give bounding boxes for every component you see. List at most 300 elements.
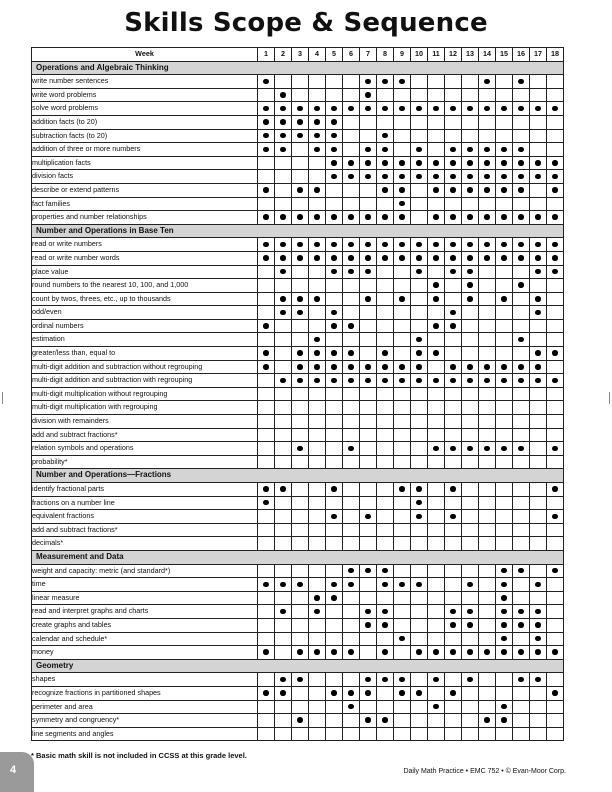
week-cell — [258, 510, 275, 524]
week-cell — [445, 700, 462, 714]
skill-practiced-dot — [399, 187, 405, 193]
skill-practiced-dot — [467, 282, 473, 288]
week-cell — [479, 673, 496, 687]
week-cell — [411, 88, 428, 102]
week-cell — [275, 279, 292, 293]
skill-practiced-dot — [518, 79, 524, 85]
week-cell — [275, 170, 292, 184]
skill-practiced-dot — [552, 486, 558, 492]
week-cell — [445, 183, 462, 197]
week-cell — [258, 197, 275, 211]
week-cell — [275, 700, 292, 714]
skill-practiced-dot — [314, 595, 320, 601]
week-cell — [309, 319, 326, 333]
week-cell — [275, 115, 292, 129]
skill-practiced-dot — [433, 704, 439, 710]
skill-practiced-dot — [280, 378, 286, 384]
week-cell — [326, 170, 343, 184]
week-cell — [292, 170, 309, 184]
skill-practiced-dot — [263, 133, 269, 139]
week-cell — [513, 387, 530, 401]
skill-practiced-dot — [433, 214, 439, 220]
week-cell — [411, 618, 428, 632]
week-cell — [496, 496, 513, 510]
week-cell — [394, 143, 411, 157]
section-title: Operations and Algebraic Thinking — [32, 61, 564, 75]
week-cell — [275, 714, 292, 728]
week-cell — [258, 455, 275, 469]
skill-practiced-dot — [399, 690, 405, 696]
week-cell — [547, 646, 564, 660]
skill-practiced-dot — [535, 310, 541, 316]
week-cell — [479, 496, 496, 510]
week-cell — [496, 360, 513, 374]
week-cell — [377, 510, 394, 524]
week-cell — [496, 292, 513, 306]
skill-row — [32, 442, 564, 456]
week-cell — [496, 428, 513, 442]
skill-row — [32, 483, 564, 497]
week-cell — [513, 401, 530, 415]
week-cell — [275, 591, 292, 605]
week-cell — [326, 727, 343, 741]
skill-label: perimeter and area — [32, 700, 258, 714]
skill-practiced-dot — [518, 242, 524, 248]
skill-practiced-dot — [348, 350, 354, 356]
week-cell — [547, 251, 564, 265]
week-cell — [326, 279, 343, 293]
week-cell — [547, 238, 564, 252]
week-cell — [343, 251, 360, 265]
week-cell — [326, 360, 343, 374]
skill-practiced-dot — [467, 677, 473, 683]
skill-practiced-dot — [382, 350, 388, 356]
skill-practiced-dot — [501, 704, 507, 710]
week-cell — [258, 306, 275, 320]
week-cell — [496, 75, 513, 89]
week-cell — [547, 727, 564, 741]
skill-row — [32, 306, 564, 320]
skill-practiced-dot — [467, 622, 473, 628]
week-cell — [394, 265, 411, 279]
week-cell — [530, 292, 547, 306]
week-cell — [275, 646, 292, 660]
week-cell — [428, 115, 445, 129]
week-cell — [513, 415, 530, 429]
skill-label: create graphs and tables — [32, 618, 258, 632]
week-cell — [360, 483, 377, 497]
skill-practiced-dot — [331, 486, 337, 492]
week-cell — [428, 129, 445, 143]
week-cell — [445, 415, 462, 429]
skill-row — [32, 646, 564, 660]
week-cell — [462, 442, 479, 456]
skill-practiced-dot — [280, 92, 286, 98]
skill-practiced-dot — [365, 717, 371, 723]
week-number: 11 — [428, 48, 445, 62]
week-cell — [445, 319, 462, 333]
skill-practiced-dot — [552, 160, 558, 166]
week-cell — [428, 700, 445, 714]
week-cell — [462, 306, 479, 320]
week-cell — [309, 75, 326, 89]
week-cell — [309, 211, 326, 225]
week-cell — [326, 591, 343, 605]
week-cell — [496, 632, 513, 646]
week-cell — [547, 510, 564, 524]
week-cell — [275, 618, 292, 632]
week-number: 9 — [394, 48, 411, 62]
skill-practiced-dot — [399, 214, 405, 220]
week-cell — [445, 88, 462, 102]
week-cell — [462, 170, 479, 184]
skill-practiced-dot — [416, 106, 422, 112]
section-title: Measurement and Data — [32, 550, 564, 564]
week-cell — [479, 618, 496, 632]
week-cell — [309, 238, 326, 252]
skill-practiced-dot — [433, 255, 439, 261]
skill-practiced-dot — [314, 119, 320, 125]
skill-row — [32, 197, 564, 211]
week-cell — [309, 455, 326, 469]
week-cell — [445, 374, 462, 388]
week-cell — [428, 75, 445, 89]
week-cell — [547, 306, 564, 320]
week-header-row — [32, 48, 564, 62]
skill-practiced-dot — [297, 242, 303, 248]
skill-practiced-dot — [280, 296, 286, 302]
week-cell — [343, 170, 360, 184]
week-cell — [275, 251, 292, 265]
week-cell — [292, 143, 309, 157]
week-cell — [445, 686, 462, 700]
week-number: 15 — [496, 48, 513, 62]
week-cell — [258, 415, 275, 429]
week-cell — [445, 292, 462, 306]
week-cell — [496, 618, 513, 632]
week-cell — [530, 251, 547, 265]
week-cell — [530, 700, 547, 714]
week-cell — [275, 442, 292, 456]
week-cell — [462, 455, 479, 469]
week-cell — [326, 251, 343, 265]
week-cell — [462, 714, 479, 728]
skill-practiced-dot — [501, 296, 507, 302]
week-cell — [462, 115, 479, 129]
week-cell — [530, 183, 547, 197]
skill-practiced-dot — [314, 187, 320, 193]
skill-row — [32, 319, 564, 333]
week-cell — [275, 673, 292, 687]
week-cell — [360, 88, 377, 102]
week-cell — [326, 510, 343, 524]
skill-label: fractions on a number line — [32, 496, 258, 510]
section-header-row — [32, 659, 564, 673]
week-cell — [479, 88, 496, 102]
skill-practiced-dot — [484, 717, 490, 723]
skill-practiced-dot — [348, 255, 354, 261]
week-cell — [343, 129, 360, 143]
skill-practiced-dot — [433, 378, 439, 384]
week-cell — [377, 306, 394, 320]
week-cell — [496, 387, 513, 401]
publisher-credit: Daily Math Practice • EMC 752 • © Evan-Moor Corp. — [403, 768, 566, 775]
week-cell — [377, 102, 394, 116]
week-cell — [462, 673, 479, 687]
week-cell — [292, 115, 309, 129]
week-cell — [479, 115, 496, 129]
week-cell — [513, 700, 530, 714]
week-cell — [496, 523, 513, 537]
skill-row — [32, 415, 564, 429]
week-cell — [343, 428, 360, 442]
week-cell — [326, 319, 343, 333]
week-cell — [513, 102, 530, 116]
week-cell — [394, 496, 411, 510]
week-cell — [479, 646, 496, 660]
week-cell — [258, 564, 275, 578]
skill-practiced-dot — [297, 296, 303, 302]
week-cell — [394, 319, 411, 333]
week-cell — [462, 496, 479, 510]
week-cell — [377, 387, 394, 401]
skill-row — [32, 347, 564, 361]
week-cell — [479, 374, 496, 388]
week-cell — [258, 374, 275, 388]
week-cell — [377, 197, 394, 211]
skill-label: addition facts (to 20) — [32, 115, 258, 129]
week-cell — [496, 564, 513, 578]
week-cell — [411, 374, 428, 388]
skill-practiced-dot — [518, 337, 524, 343]
week-cell — [479, 129, 496, 143]
week-cell — [496, 197, 513, 211]
week-cell — [343, 442, 360, 456]
week-number: 1 — [258, 48, 275, 62]
week-cell — [513, 591, 530, 605]
week-cell — [530, 319, 547, 333]
week-cell — [360, 605, 377, 619]
skill-practiced-dot — [314, 106, 320, 112]
left-edge-mark — [2, 392, 3, 404]
week-cell — [309, 129, 326, 143]
week-cell — [258, 170, 275, 184]
week-cell — [309, 537, 326, 551]
scope-sequence-table — [31, 47, 564, 741]
skill-practiced-dot — [518, 364, 524, 370]
week-cell — [360, 129, 377, 143]
week-cell — [343, 564, 360, 578]
week-cell — [445, 129, 462, 143]
week-cell — [496, 156, 513, 170]
week-cell — [360, 510, 377, 524]
week-cell — [292, 292, 309, 306]
week-cell — [530, 170, 547, 184]
skill-row — [32, 714, 564, 728]
week-cell — [445, 496, 462, 510]
week-cell — [411, 211, 428, 225]
skill-practiced-dot — [535, 214, 541, 220]
skill-practiced-dot — [416, 350, 422, 356]
skill-practiced-dot — [416, 160, 422, 166]
week-cell — [326, 537, 343, 551]
week-cell — [377, 442, 394, 456]
week-cell — [462, 102, 479, 116]
week-cell — [326, 102, 343, 116]
week-cell — [513, 197, 530, 211]
week-cell — [547, 537, 564, 551]
week-cell — [496, 183, 513, 197]
week-cell — [258, 251, 275, 265]
week-cell — [428, 197, 445, 211]
week-cell — [462, 197, 479, 211]
skill-practiced-dot — [484, 255, 490, 261]
week-cell — [309, 510, 326, 524]
week-cell — [292, 605, 309, 619]
week-cell — [479, 415, 496, 429]
week-cell — [394, 646, 411, 660]
week-cell — [360, 714, 377, 728]
week-cell — [360, 238, 377, 252]
week-number: 17 — [530, 48, 547, 62]
week-cell — [428, 618, 445, 632]
skill-practiced-dot — [484, 187, 490, 193]
week-cell — [411, 347, 428, 361]
week-cell — [275, 578, 292, 592]
week-cell — [428, 591, 445, 605]
skill-practiced-dot — [416, 378, 422, 384]
skill-practiced-dot — [399, 255, 405, 261]
skill-practiced-dot — [416, 582, 422, 588]
skill-practiced-dot — [433, 282, 439, 288]
week-cell — [394, 442, 411, 456]
week-cell — [513, 605, 530, 619]
week-number: 2 — [275, 48, 292, 62]
skill-practiced-dot — [297, 214, 303, 220]
week-cell — [275, 319, 292, 333]
week-cell — [309, 279, 326, 293]
week-cell — [530, 537, 547, 551]
week-cell — [360, 333, 377, 347]
week-cell — [428, 211, 445, 225]
week-cell — [360, 183, 377, 197]
week-cell — [445, 618, 462, 632]
week-cell — [377, 360, 394, 374]
week-cell — [275, 483, 292, 497]
skill-practiced-dot — [484, 242, 490, 248]
week-cell — [496, 700, 513, 714]
week-cell — [360, 374, 377, 388]
week-cell — [411, 197, 428, 211]
section-header-row — [32, 224, 564, 238]
week-cell — [343, 632, 360, 646]
skill-practiced-dot — [552, 214, 558, 220]
week-cell — [462, 75, 479, 89]
week-cell — [530, 415, 547, 429]
week-cell — [496, 686, 513, 700]
skill-practiced-dot — [433, 677, 439, 683]
skill-row — [32, 143, 564, 157]
week-cell — [530, 115, 547, 129]
skill-practiced-dot — [518, 609, 524, 615]
week-cell — [326, 265, 343, 279]
skill-practiced-dot — [467, 649, 473, 655]
week-cell — [360, 564, 377, 578]
skill-practiced-dot — [365, 242, 371, 248]
week-cell — [462, 333, 479, 347]
week-cell — [360, 700, 377, 714]
week-cell — [377, 537, 394, 551]
week-cell — [343, 333, 360, 347]
week-cell — [428, 306, 445, 320]
week-cell — [445, 537, 462, 551]
skill-practiced-dot — [501, 364, 507, 370]
skill-row — [32, 251, 564, 265]
week-cell — [530, 347, 547, 361]
week-cell — [394, 523, 411, 537]
week-cell — [513, 88, 530, 102]
week-cell — [411, 333, 428, 347]
week-cell — [326, 428, 343, 442]
week-cell — [326, 618, 343, 632]
skill-practiced-dot — [365, 364, 371, 370]
week-cell — [445, 455, 462, 469]
week-cell — [428, 714, 445, 728]
skill-row — [32, 88, 564, 102]
week-cell — [343, 387, 360, 401]
week-cell — [547, 211, 564, 225]
skill-practiced-dot — [263, 147, 269, 153]
skill-row — [32, 632, 564, 646]
skill-practiced-dot — [399, 296, 405, 302]
week-cell — [513, 279, 530, 293]
week-cell — [309, 523, 326, 537]
week-cell — [309, 183, 326, 197]
skill-practiced-dot — [467, 364, 473, 370]
skill-practiced-dot — [331, 690, 337, 696]
week-cell — [479, 347, 496, 361]
week-cell — [377, 415, 394, 429]
week-cell — [530, 428, 547, 442]
skill-practiced-dot — [535, 296, 541, 302]
week-cell — [394, 591, 411, 605]
skill-row — [32, 401, 564, 415]
week-cell — [496, 646, 513, 660]
skill-practiced-dot — [399, 79, 405, 85]
skill-row — [32, 292, 564, 306]
week-cell — [530, 360, 547, 374]
skill-practiced-dot — [535, 378, 541, 384]
skill-practiced-dot — [535, 255, 541, 261]
week-cell — [309, 333, 326, 347]
skill-practiced-dot — [450, 609, 456, 615]
week-cell — [326, 700, 343, 714]
week-cell — [411, 306, 428, 320]
week-cell — [309, 727, 326, 741]
skill-practiced-dot — [416, 486, 422, 492]
week-cell — [360, 306, 377, 320]
week-cell — [326, 347, 343, 361]
week-cell — [462, 591, 479, 605]
week-number: 14 — [479, 48, 496, 62]
week-cell — [360, 442, 377, 456]
week-cell — [530, 143, 547, 157]
week-cell — [292, 523, 309, 537]
week-cell — [275, 415, 292, 429]
week-cell — [462, 537, 479, 551]
skill-practiced-dot — [450, 187, 456, 193]
week-cell — [445, 156, 462, 170]
